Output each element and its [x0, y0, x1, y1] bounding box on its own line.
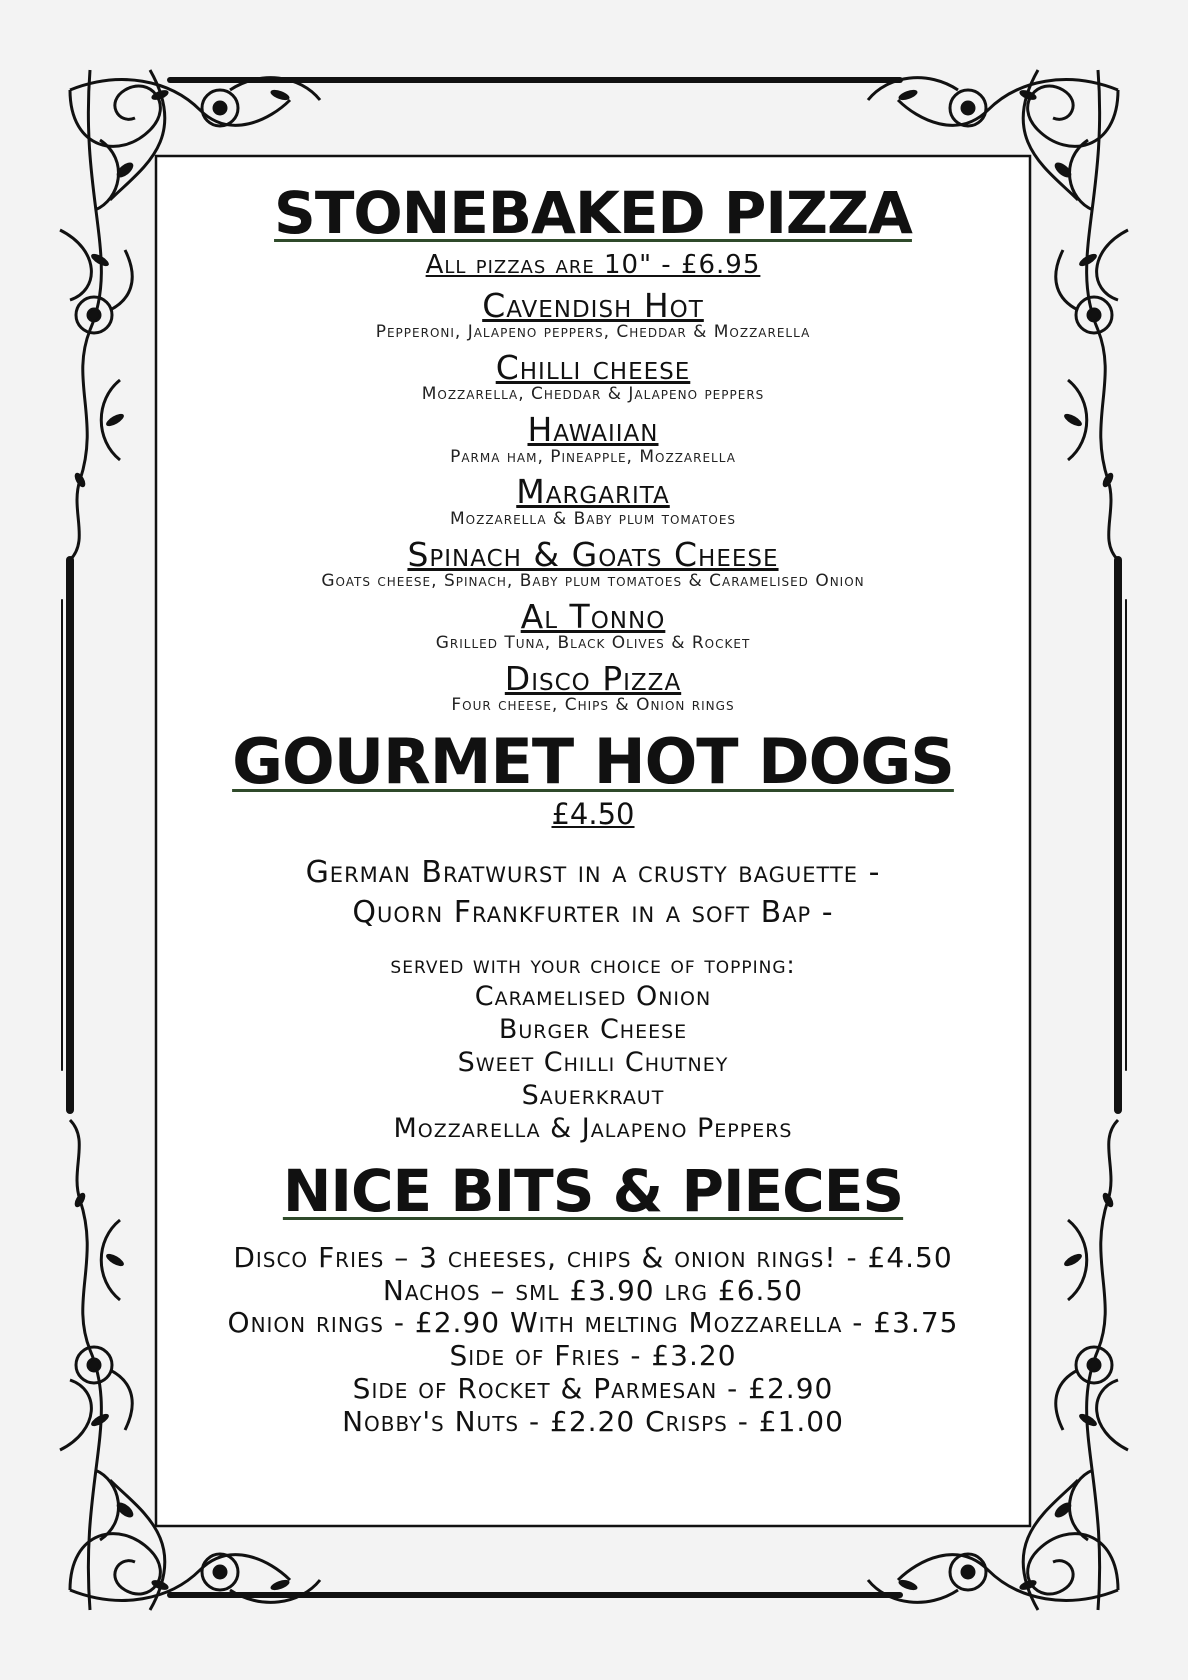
- hotdog-section-title: GOURMET HOT DOGS: [232, 724, 954, 798]
- pizza-description: Parma ham, Pineapple, Mozzarella: [450, 446, 736, 467]
- topping-list: [158, 981, 1028, 1146]
- topping-item: Burger Cheese: [498, 1014, 688, 1046]
- bits-item: Nachos – sml £3.90 lrg £6.50: [382, 1273, 804, 1307]
- pizza-item: [158, 412, 1028, 466]
- hotdog-option: Quorn Frankfurter in a soft Bap -: [352, 895, 834, 931]
- bits-section-title: NICE BITS & PIECES: [282, 1156, 904, 1225]
- hotdog-option: German Bratwurst in a crusty baguette -: [305, 854, 881, 890]
- pizza-description: Goats cheese, Spinach, Baby plum tomatoes & Caramelised Onion: [321, 570, 865, 591]
- pizza-item: [158, 596, 1028, 653]
- pizza-name: Margarita: [516, 472, 670, 512]
- pizza-name: Chilli cheese: [495, 348, 691, 388]
- topping-intro: served with your choice of topping:: [390, 950, 796, 979]
- bits-item: Side of Rocket & Parmesan - £2.90: [352, 1371, 834, 1405]
- bits-item: Onion rings - £2.90 With melting Mozzarella - £3.75: [227, 1306, 959, 1340]
- pizza-name: Spinach & Goats Cheese: [407, 534, 779, 574]
- pizza-name: Hawaiian: [527, 410, 659, 450]
- topping-item: Caramelised Onion: [474, 981, 712, 1013]
- pizza-section-title: STONEBAKED PIZZA: [274, 179, 912, 247]
- bits-item: Nobby's Nuts - £2.20 Crisps - £1.00: [342, 1404, 844, 1438]
- pizza-name: Cavendish Hot: [482, 286, 704, 325]
- pizza-description: Four cheese, Chips & Onion rings: [451, 695, 735, 716]
- topping-item: Mozzarella & Jalapeno Peppers: [393, 1112, 793, 1144]
- pizza-description: Pepperoni, Jalapeno peppers, Cheddar & Mozzarella: [375, 322, 811, 343]
- pizza-item: [158, 350, 1028, 404]
- pizza-item: [158, 658, 1028, 716]
- pizza-name: Al Tonno: [520, 596, 666, 636]
- bits-item: Disco Fries – 3 cheeses, chips & onion rings! - £4.50: [233, 1240, 953, 1274]
- pizza-price-subtitle: All pizzas are 10" - £6.95: [425, 250, 761, 280]
- bits-item: Side of Fries - £3.20: [449, 1339, 737, 1373]
- hotdog-price: £4.50: [551, 796, 635, 831]
- pizza-item: [158, 288, 1028, 342]
- pizza-list: [158, 288, 1028, 715]
- topping-item: Sweet Chilli Chutney: [457, 1047, 729, 1079]
- topping-item: Sauerkraut: [521, 1079, 665, 1111]
- pizza-description: Grilled Tuna, Black Olives & Rocket: [435, 633, 751, 653]
- pizza-description: Mozzarella, Cheddar & Jalapeno peppers: [421, 384, 765, 405]
- hotdog-options: [158, 853, 1028, 934]
- pizza-description: Mozzarella & Baby plum tomatoes: [449, 508, 737, 529]
- menu-content: [158, 158, 1028, 1524]
- pizza-item: [158, 534, 1028, 591]
- pizza-name: Disco Pizza: [504, 658, 682, 698]
- bits-list: [158, 1242, 1028, 1439]
- pizza-item: [158, 474, 1028, 528]
